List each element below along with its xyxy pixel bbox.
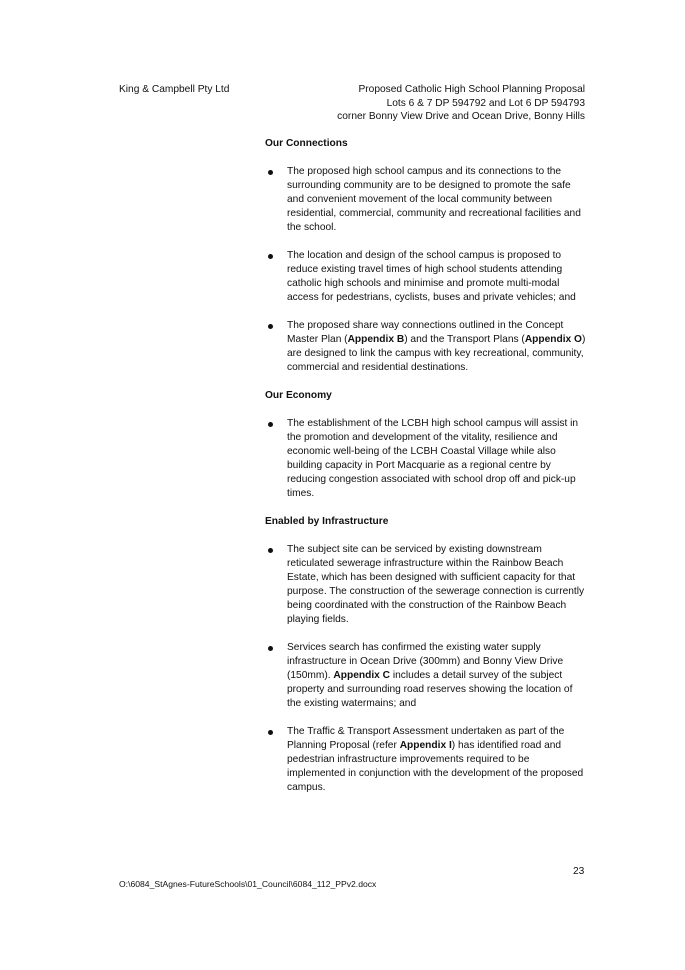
appendix-ref: Appendix I: [399, 740, 452, 751]
list-item: The location and design of the school campus is proposed to reduce existing travel times of high school students attending catholic high schools and minimise and promote multi-modal access for pedestrians, cyclists, buses and private vehicles; and: [265, 249, 587, 305]
list-item: The establishment of the LCBH high school campus will assist in the promotion and development of the vitality, resilience and economic well-being of the LCBH Coastal Village while also building capacity in Port Macquarie as a regional centre by reducing congestion associated with school drop off and pick-up times.: [265, 417, 587, 501]
bullet-dot-icon: [268, 422, 273, 427]
bullet-dot-icon: [268, 254, 273, 259]
header-project-title: Proposed Catholic High School Planning Proposal: [358, 84, 585, 95]
list-item: The subject site can be serviced by existing downstream reticulated sewerage infrastructure within the Rainbow Beach Estate, which has been designed with sufficient capacity for that purpose. The construction of the sewerage connection is currently being coordinated with the construction of the Rainbow Beach playing fields.: [265, 543, 587, 627]
bullet-dot-icon: [268, 324, 273, 329]
bullet-dot-icon: [268, 170, 273, 175]
infrastructure-list: [265, 543, 587, 795]
appendix-ref: Appendix C: [333, 670, 391, 681]
appendix-ref: Appendix O: [524, 334, 582, 345]
header-project-info: [337, 83, 585, 124]
section-title-connections: Our Connections: [265, 138, 348, 149]
page-number: 23: [573, 866, 585, 877]
header-company: King & Campbell Pty Ltd: [119, 84, 230, 95]
header-lots: Lots 6 & 7 DP 594792 and Lot 6 DP 594793: [386, 97, 585, 109]
connections-list: [265, 165, 587, 375]
section-title-infrastructure: Enabled by Infrastructure: [265, 516, 389, 527]
list-item: The proposed high school campus and its connections to the surrounding community are to be designed to promote the safe and convenient movement of the local community between residential, commercial, community and recreational facilities and the school.: [265, 165, 587, 235]
document-body: [265, 137, 587, 795]
list-item: The Traffic & Transport Assessment undertaken as part of the Planning Proposal (refer Appendix I) has identified road and pedestrian infrastructure improvements required to be implemented in conjunction with the development of the proposed campus.: [265, 725, 587, 795]
appendix-ref: Appendix B: [347, 334, 405, 345]
bullet-dot-icon: [268, 548, 273, 553]
economy-list: [265, 417, 587, 501]
list-item: The proposed share way connections outlined in the Concept Master Plan (Appendix B) and the Transport Plans (Appendix O) are designed to link the campus with key recreational, community, commercial and residential destinations.: [265, 319, 587, 375]
bullet-dot-icon: [268, 646, 273, 651]
header-address: corner Bonny View Drive and Ocean Drive, Bonny Hills: [337, 111, 585, 123]
list-item: Services search has confirmed the existing water supply infrastructure in Ocean Drive (300mm) and Bonny View Drive (150mm). Appendix C includes a detail survey of the subject property and surrounding road reserves showing the location of the existing watermains; and: [265, 641, 587, 711]
bullet-dot-icon: [268, 730, 273, 735]
section-title-economy: Our Economy: [265, 390, 332, 401]
footer-file-path: O:\6084_StAgnes-FutureSchools\01_Council\6084_112_PPv2.docx: [119, 879, 377, 889]
